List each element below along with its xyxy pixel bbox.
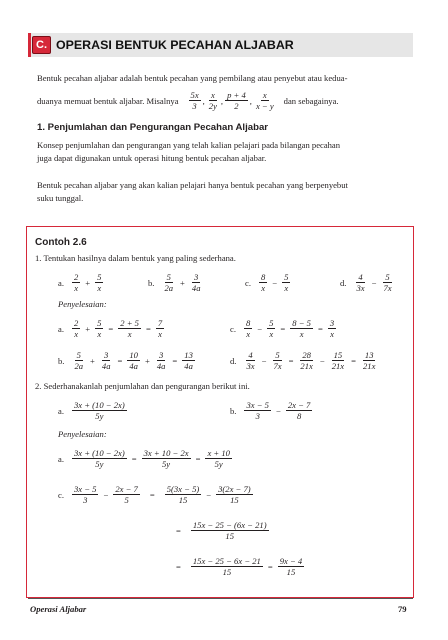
subsection-para-2-line-1: Bentuk pecahan aljabar yang akan kalian pelajari hanya bentuk pecahan yang berpenyebut	[37, 180, 348, 190]
subsection-para-1-line-1: Konsep penjumlahan dan pengurangan yang telah kalian pelajari pada bilangan pecahan	[37, 140, 341, 150]
subsection-heading: 1. Penjumlahan dan Pengurangan Pecahan Aljabar	[37, 122, 269, 133]
question-1: 1. Tentukan hasilnya dalam bentuk yang paling sederhana.	[35, 253, 236, 263]
footer-chapter-title: Operasi Aljabar	[30, 604, 87, 614]
solution-label-1: Penyelesaian:	[58, 299, 107, 309]
section-badge: C.	[32, 36, 51, 54]
example-fraction-4: $\frac{x}{x - y}$	[255, 90, 274, 111]
q2-solution-c-step-1: c. $\frac{3x - 5}{3}$ − $\frac{2x - 7}{5}$ = $\frac{5(3x - 5)}{15}$ − $\frac{3(2x - 7)}{15}$	[58, 484, 251, 505]
q1-solution-c: c. $\frac{8}{x}$ − $\frac{5}{x}$ = $\frac{8 - 5}{x}$ = $\frac{3}{x}$	[230, 318, 335, 339]
section-title: OPERASI BENTUK PECAHAN ALJABAR	[56, 38, 294, 52]
q2-problem-a: a. $\frac{3x + (10 - 2x)}{5y}$	[58, 400, 125, 421]
q1-problem-b: b. $\frac{5}{2a}$ + $\frac{3}{4a}$	[148, 272, 201, 293]
q2-solution-c-step-3: = $\frac{15x - 25 - 6x - 21}{15}$ = $\frac{9x - 4}{15}$	[176, 556, 303, 577]
q1-problem-c: c. $\frac{8}{x}$ − $\frac{5}{x}$	[245, 272, 289, 293]
q1-solution-a: a. $\frac{2}{x}$ + $\frac{5}{x}$ = $\frac{2 + 5}{x}$ = $\frac{7}{x}$	[58, 318, 163, 339]
example-fraction-1: $\frac{5x}{3}$	[190, 90, 199, 111]
example-fraction-2: $\frac{x}{2y}$	[208, 90, 217, 111]
footer-divider	[28, 598, 413, 599]
q1-solution-d: d. $\frac{4}{3x}$ − $\frac{5}{7x}$ = $\frac{28}{21x}$ − $\frac{15}{21x}$ = $\frac{13}{21x}$	[230, 350, 376, 371]
intro-line-1: Bentuk pecahan aljabar adalah bentuk pecahan yang pembilang atau penyebut atau kedua-	[37, 73, 348, 83]
q2-solution-c-step-2: = $\frac{15x - 25 - (6x - 21)}{15}$	[176, 520, 267, 541]
q2-solution-a: a. $\frac{3x + (10 - 2x)}{5y}$ = $\frac{3x + 10 - 2x}{5y}$ = $\frac{x + 10}{5y}$	[58, 448, 230, 469]
intro-line-2-end: dan sebagainya.	[283, 95, 339, 106]
q2-problem-b: b. $\frac{3x - 5}{3}$ − $\frac{2x - 7}{8}$	[230, 400, 311, 421]
intro-line-2-start: duanya memuat bentuk aljabar. Misalnya	[37, 95, 179, 106]
example-title: Contoh 2.6	[35, 237, 87, 248]
question-2: 2. Sederhanakanlah penjumlahan dan pengurangan berikut ini.	[35, 381, 250, 391]
intro-line-2: duanya memuat bentuk aljabar. Misalnya $\frac{5x}{3}$ , $\frac{x}{2y}$ , $\frac{p + 4}{2}$ , $\frac{x}{x - y}$ dan sebagainya.	[37, 90, 339, 111]
subsection-para-1-line-2: juga dapat digunakan untuk operasi hitung bentuk pecahan aljabar.	[37, 153, 267, 163]
solution-label-2: Penyelesaian:	[58, 429, 107, 439]
q1-solution-b: b. $\frac{5}{2a}$ + $\frac{3}{4a}$ = $\frac{10}{4a}$ + $\frac{3}{4a}$ = $\frac{13}{4a}$	[58, 350, 193, 371]
q1-problem-d: d. $\frac{4}{3x}$ − $\frac{5}{7x}$	[340, 272, 392, 293]
page-number: 79	[398, 604, 407, 614]
subsection-para-2-line-2: suku tunggal.	[37, 193, 84, 203]
q1-problem-a: a. $\frac{2}{x}$ + $\frac{5}{x}$	[58, 272, 102, 293]
example-fraction-3: $\frac{p + 4}{2}$	[227, 90, 246, 111]
